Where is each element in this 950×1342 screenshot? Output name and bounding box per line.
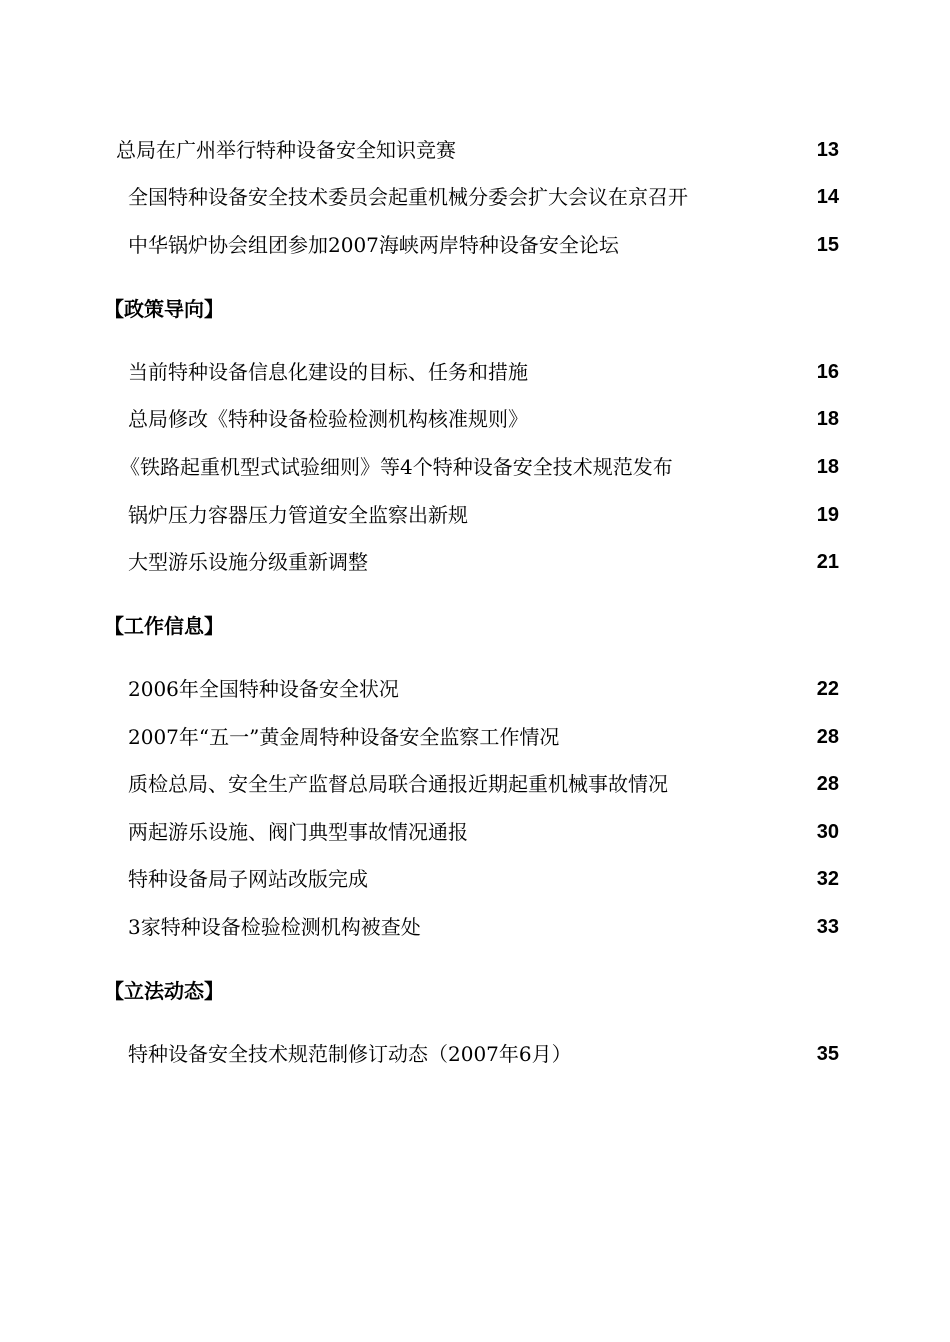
toc-entry (0, 722, 950, 752)
toc-entry (0, 404, 950, 434)
toc-entry (0, 864, 950, 894)
toc-entry-page-number: 35 (816, 1043, 839, 1065)
toc-entry-page-number: 18 (816, 408, 839, 430)
toc-entry-page-number: 13 (816, 139, 839, 161)
toc-entry (0, 500, 950, 530)
toc-entry-page-number: 28 (816, 773, 839, 795)
toc-entry-page-number: 28 (816, 726, 839, 748)
toc-entry-title: 总局在广州举行特种设备安全知识竞赛 (116, 138, 456, 162)
toc-entry (0, 452, 950, 482)
toc-entry (0, 769, 950, 799)
toc-entry (0, 182, 950, 212)
toc-entry-title: 锅炉压力容器压力管道安全监察出新规 (128, 503, 468, 527)
toc-entry (0, 135, 950, 165)
toc-entry-page-number: 30 (816, 821, 839, 843)
section-heading: 【政策导向】 (104, 297, 224, 321)
toc-entry-title: 质检总局、安全生产监督总局联合通报近期起重机械事故情况 (128, 772, 668, 796)
toc-entry-title: 大型游乐设施分级重新调整 (128, 550, 368, 574)
toc-entry (0, 674, 950, 704)
toc-entry-title: 2007年“五一”黄金周特种设备安全监察工作情况 (128, 725, 560, 749)
toc-entry-title: 3家特种设备检验检测机构被查处 (128, 915, 421, 939)
toc-entry-title: 总局修改《特种设备检验检测机构核准规则》 (128, 407, 528, 431)
toc-entry (0, 357, 950, 387)
toc-entry-page-number: 15 (816, 234, 839, 256)
toc-entry (0, 817, 950, 847)
toc-entry-page-number: 16 (816, 361, 839, 383)
toc-entry-title: 两起游乐设施、阀门典型事故情况通报 (128, 820, 468, 844)
toc-entry-title: 2006年全国特种设备安全状况 (128, 677, 399, 701)
section-heading: 【立法动态】 (104, 979, 224, 1003)
toc-entry-title: 特种设备局子网站改版完成 (128, 867, 368, 891)
section-heading: 【工作信息】 (104, 614, 224, 638)
toc-entry-page-number: 32 (816, 868, 839, 890)
toc-entry-page-number: 19 (816, 504, 839, 526)
toc-entry-page-number: 22 (816, 678, 839, 700)
toc-entry-page-number: 21 (816, 551, 839, 573)
toc-entry (0, 547, 950, 577)
toc-entry (0, 230, 950, 260)
toc-entry (0, 912, 950, 942)
toc-entry (0, 1039, 950, 1069)
toc-entry-title: 中华锅炉协会组团参加2007海峡两岸特种设备安全论坛 (128, 233, 619, 257)
toc-entry-title: 特种设备安全技术规范制修订动态（2007年6月） (128, 1042, 572, 1066)
toc-entry-page-number: 18 (816, 456, 839, 478)
toc-entry-page-number: 14 (816, 186, 839, 208)
toc-entry-title: 当前特种设备信息化建设的目标、任务和措施 (128, 360, 528, 384)
toc-entry-title: 《铁路起重机型式试验细则》等4个特种设备安全技术规范发布 (120, 455, 673, 479)
toc-entry-page-number: 33 (816, 916, 839, 938)
toc-entry-title: 全国特种设备安全技术委员会起重机械分委会扩大会议在京召开 (128, 185, 688, 209)
